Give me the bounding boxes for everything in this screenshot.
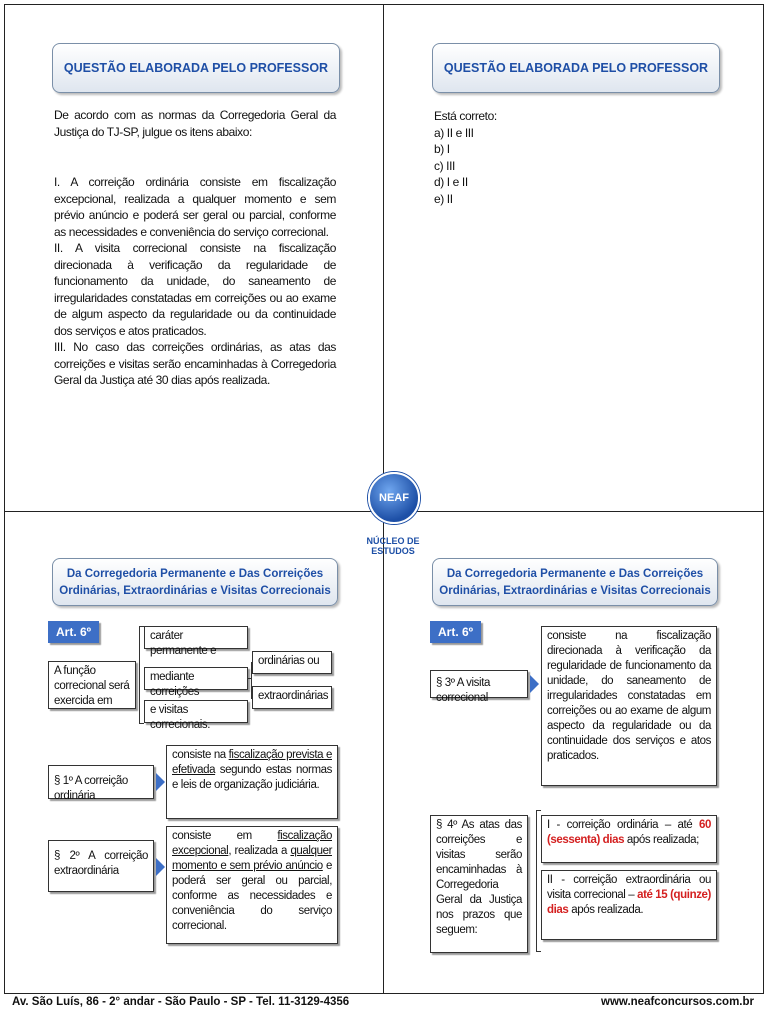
p3-label: § 3º A visita correcional: [436, 677, 490, 704]
logo-line-1: NÚCLEO DE: [366, 536, 420, 546]
q2-option-a: a) II e III: [434, 125, 474, 140]
extraordinarias-text: extraordinárias: [258, 690, 329, 702]
p3-text-box: [541, 626, 717, 786]
p2-label: § 2º A correição extraordinária: [54, 850, 148, 877]
logo-line-2: ESTUDOS: [371, 546, 415, 556]
visitas-box: [144, 700, 248, 731]
p4-label-box: [430, 815, 528, 953]
q2-option-d: d) I e II: [434, 175, 468, 189]
p3-text: consiste na fiscalização direcionada à verificação da regularidade de funcionamento da unidade, do saneamento de irregularidades constatadas em correições ou ao exame de algum aspecto da regularidade ou da continuidade dos serviços e atos praticados.: [547, 630, 711, 762]
p2-label-box: [48, 840, 154, 892]
q2-option-c: c) III: [434, 158, 455, 173]
p4-item-ii-deadline: até 15 (quinze) dias: [547, 889, 711, 916]
logo-mark: NEAF: [379, 492, 409, 504]
q4-header: [432, 558, 718, 606]
footer-address: Av. São Luís, 86 - 2° andar - São Paulo - SP - Tel. 11-3129-4356: [12, 996, 350, 1008]
neaf-logo: [368, 472, 420, 524]
funcao-text: A função correcional será exercida em: [54, 665, 130, 707]
q1-item-1: I. A correição ordinária consiste em fiscalização excepcional, realizada a qualquer momento e sem prévio anúncio e poderá ser geral ou parcial, conforme as necessidades e conveniência do serviço correcional.: [54, 175, 336, 239]
p2-text-a: consiste em: [172, 830, 278, 842]
p4-item-ii-box: [541, 870, 717, 940]
q1-body: [54, 107, 336, 389]
p1-text-b: segundo estas normas e leis de organização judiciária.: [172, 764, 332, 791]
q1-header-text: QUESTÃO ELABORADA PELO PROFESSOR: [63, 61, 329, 75]
p4-item-ii-a: II - correição extraordinária ou visita correcional –: [547, 874, 711, 901]
p1-label: § 1º A correição ordinária: [54, 775, 128, 802]
visitas-text: e visitas correcionais.: [150, 704, 210, 731]
footer-site[interactable]: www.neafconcursos.com.br: [601, 996, 754, 1008]
q2-body: [434, 108, 714, 207]
ordinarias-box: [252, 651, 332, 674]
p3-label-box: [430, 670, 528, 704]
funcao-box: [48, 661, 136, 709]
q2-option-e: e) II: [434, 191, 453, 206]
p4-item-ii-b: após realizada.: [568, 904, 644, 916]
q1-item-3: III. No caso das correições ordinárias, as atas das correições e visitas serão encaminhadas à Corregedoria Geral da Justiça até 30 dias após realizada.: [54, 340, 336, 387]
q2-header: [432, 43, 720, 93]
extraordinarias-box: [252, 686, 332, 709]
q2-prompt: Está correto:: [434, 109, 497, 123]
mediante-box: [144, 667, 248, 698]
p2-arrow: [156, 858, 165, 876]
p3-arrow: [530, 675, 539, 693]
p4-item-i-a: I - correição ordinária – até: [547, 819, 699, 831]
q2-option-b: b) I: [434, 142, 450, 156]
p2-text-b: , realizada a: [228, 845, 291, 857]
q3-header-line-2: Ordinárias, Extraordinárias e Visitas Correcionais: [59, 585, 331, 597]
q3-header-line-1: Da Corregedoria Permanente e Das Correições: [66, 568, 324, 580]
q1-item-2: II. A visita correcional consiste na fiscalização direcionada à verificação da regularidade de funcionamento da unidade, do saneamento de irregularidades constatadas em correições ou ao exame de algum aspecto da regularidade ou da continuidade dos serviços e atos praticados.: [54, 241, 336, 338]
p1-label-box: [48, 765, 154, 802]
p1-text-underlined: fiscalização prevista e efetivada: [172, 749, 332, 776]
p4-item-i-box: [541, 815, 717, 863]
q3-article-badge: Art. 6º: [48, 621, 99, 643]
p2-text-underlined-2: qualquer momento e sem prévio anúncio: [172, 845, 332, 872]
q4-header-line-1: Da Corregedoria Permanente e Das Correições: [446, 568, 704, 580]
q1-header: [52, 43, 340, 93]
p2-text-c: e poderá ser geral ou parcial, conforme as necessidades e conveniência do serviço correcional.: [172, 860, 332, 932]
p1-text-a: consiste na: [172, 749, 229, 761]
p4-item-i-deadline: 60 (sessenta) dias: [547, 819, 711, 846]
p2-text-underlined-1: fiscalização excepcional: [172, 830, 332, 857]
q1-intro: De acordo com as normas da Corregedoria Geral da Justiça do TJ-SP, julgue os itens abaixo:: [54, 108, 336, 139]
carater-box: [144, 626, 248, 657]
q4-header-line-2: Ordinárias, Extraordinárias e Visitas Correcionais: [439, 585, 711, 597]
q3-header: [52, 558, 338, 606]
logo-caption: [358, 536, 428, 556]
ordinarias-text: ordinárias ou: [258, 655, 320, 667]
q4-article-badge: Art. 6º: [430, 621, 481, 643]
p4-label: § 4º As atas das correições e visitas serão encaminhadas à Corregedoria Geral da Justiça nos prazos que seguem:: [436, 819, 522, 936]
p1-arrow: [156, 773, 165, 791]
q2-header-text: QUESTÃO ELABORADA PELO PROFESSOR: [443, 61, 709, 75]
carater-text: caráter permanente e: [150, 630, 217, 657]
p2-text-box: [166, 826, 338, 944]
p4-item-i-b: após realizada;: [624, 834, 699, 846]
p1-text-box: [166, 745, 338, 819]
mediante-text: mediante correições: [150, 671, 200, 698]
